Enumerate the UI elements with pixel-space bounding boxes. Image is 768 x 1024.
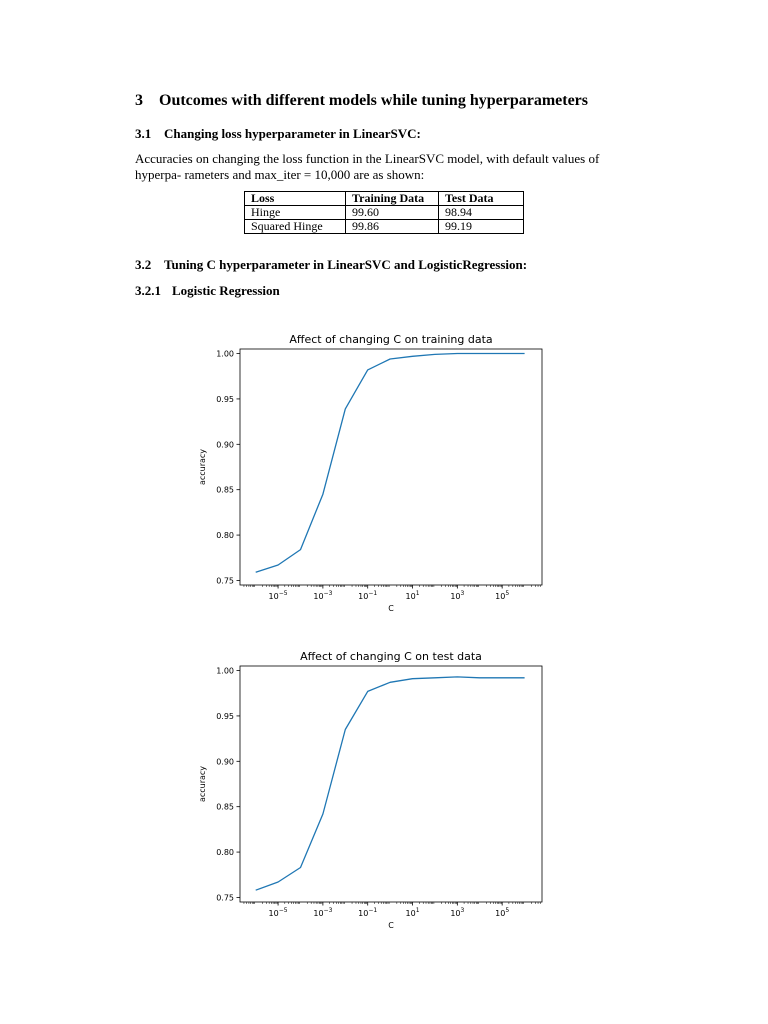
x-tick-exponent: −5	[278, 590, 288, 597]
subsubsection-title: Logistic Regression	[172, 283, 280, 298]
x-tick-exponent: 5	[505, 907, 510, 914]
table-row	[245, 206, 524, 220]
y-tick-label: 0.80	[216, 848, 234, 858]
x-tick-base: 10	[450, 592, 461, 601]
x-tick-exponent: 5	[505, 590, 510, 597]
y-tick-label: 0.75	[216, 893, 234, 903]
chart-svg	[190, 328, 560, 623]
subsection-number: 3.1	[135, 126, 152, 141]
y-tick-label: 0.85	[216, 802, 234, 812]
x-tick-exponent: −3	[323, 590, 333, 597]
y-tick-label: 1.00	[216, 666, 234, 676]
x-tick-label	[406, 907, 420, 918]
loss-table	[244, 191, 524, 234]
y-axis-label: accuracy	[198, 448, 207, 486]
x-tick-base: 10	[358, 909, 369, 918]
x-tick-label	[406, 590, 420, 601]
training-accuracy-chart	[190, 328, 560, 623]
y-tick-label: 0.90	[216, 757, 234, 767]
x-tick-base: 10	[268, 592, 279, 601]
plot-frame	[240, 666, 542, 902]
table-cell: Hinge	[245, 206, 346, 220]
x-tick-exponent: 3	[460, 590, 465, 597]
y-tick-label: 0.90	[216, 440, 234, 450]
y-axis-label: accuracy	[198, 765, 207, 803]
y-tick-label: 1.00	[216, 349, 234, 359]
x-tick-base: 10	[313, 909, 324, 918]
section-title: Outcomes with different models while tuning hyperparameters	[159, 92, 588, 109]
y-tick-label: 0.95	[216, 711, 234, 721]
x-tick-label	[495, 590, 509, 601]
y-tick-label: 0.75	[216, 576, 234, 586]
x-tick-base: 10	[358, 592, 369, 601]
table-cell: 98.94	[439, 206, 524, 220]
subsection-heading-3-2	[135, 257, 527, 273]
table-header-cell: Loss	[245, 192, 346, 206]
table-cell: Squared Hinge	[245, 220, 346, 234]
x-tick-base: 10	[450, 909, 461, 918]
x-tick-exponent: 1	[415, 907, 420, 914]
paragraph: Accuracies on changing the loss function in the LinearSVC model, with default values of hyperpa- rameters and max_iter = 10,000 are as shown:	[135, 151, 600, 182]
x-tick-exponent: 1	[415, 590, 420, 597]
x-tick-label	[313, 590, 332, 601]
x-axis-label: C	[388, 604, 394, 613]
chart-svg	[190, 645, 560, 940]
plot-frame	[240, 349, 542, 585]
table-row	[245, 220, 524, 234]
test-accuracy-chart	[190, 645, 560, 940]
table-cell: 99.60	[346, 206, 439, 220]
table-header-cell: Training Data	[346, 192, 439, 206]
x-tick-label	[269, 907, 288, 918]
series-line	[256, 354, 525, 573]
x-tick-exponent: −1	[368, 907, 378, 914]
chart-title: Affect of changing C on test data	[300, 650, 482, 663]
series-line	[256, 677, 525, 890]
subsection-heading-3-1	[135, 126, 421, 142]
subsubsection-heading-3-2-1	[135, 283, 280, 299]
x-tick-label	[269, 590, 288, 601]
x-tick-base: 10	[495, 909, 506, 918]
x-axis-label: C	[388, 921, 394, 930]
x-tick-base: 10	[405, 592, 416, 601]
x-tick-label	[358, 907, 377, 918]
y-tick-label: 0.95	[216, 394, 234, 404]
subsection-title: Tuning C hyperparameter in LinearSVC and LogisticRegression:	[164, 257, 528, 272]
table-cell: 99.19	[439, 220, 524, 234]
subsubsection-number: 3.2.1	[135, 283, 161, 298]
x-tick-base: 10	[495, 592, 506, 601]
x-tick-base: 10	[405, 909, 416, 918]
table-cell: 99.86	[346, 220, 439, 234]
x-tick-exponent: −5	[278, 907, 288, 914]
x-tick-exponent: 3	[460, 907, 465, 914]
chart-title: Affect of changing C on training data	[289, 333, 493, 346]
subsection-title: Changing loss hyperparameter in LinearSVC:	[164, 126, 421, 141]
table-header-row	[245, 192, 524, 206]
x-tick-base: 10	[313, 592, 324, 601]
x-tick-label	[313, 907, 332, 918]
section-heading	[135, 92, 588, 110]
y-tick-label: 0.85	[216, 485, 234, 495]
x-tick-label	[450, 590, 464, 601]
x-tick-exponent: −1	[368, 590, 378, 597]
section-number: 3	[135, 92, 143, 109]
y-tick-label: 0.80	[216, 531, 234, 541]
x-tick-label	[450, 907, 464, 918]
subsection-number: 3.2	[135, 257, 152, 272]
table-header-cell: Test Data	[439, 192, 524, 206]
x-tick-exponent: −3	[323, 907, 333, 914]
x-tick-label	[495, 907, 509, 918]
x-tick-label	[358, 590, 377, 601]
x-tick-base: 10	[268, 909, 279, 918]
